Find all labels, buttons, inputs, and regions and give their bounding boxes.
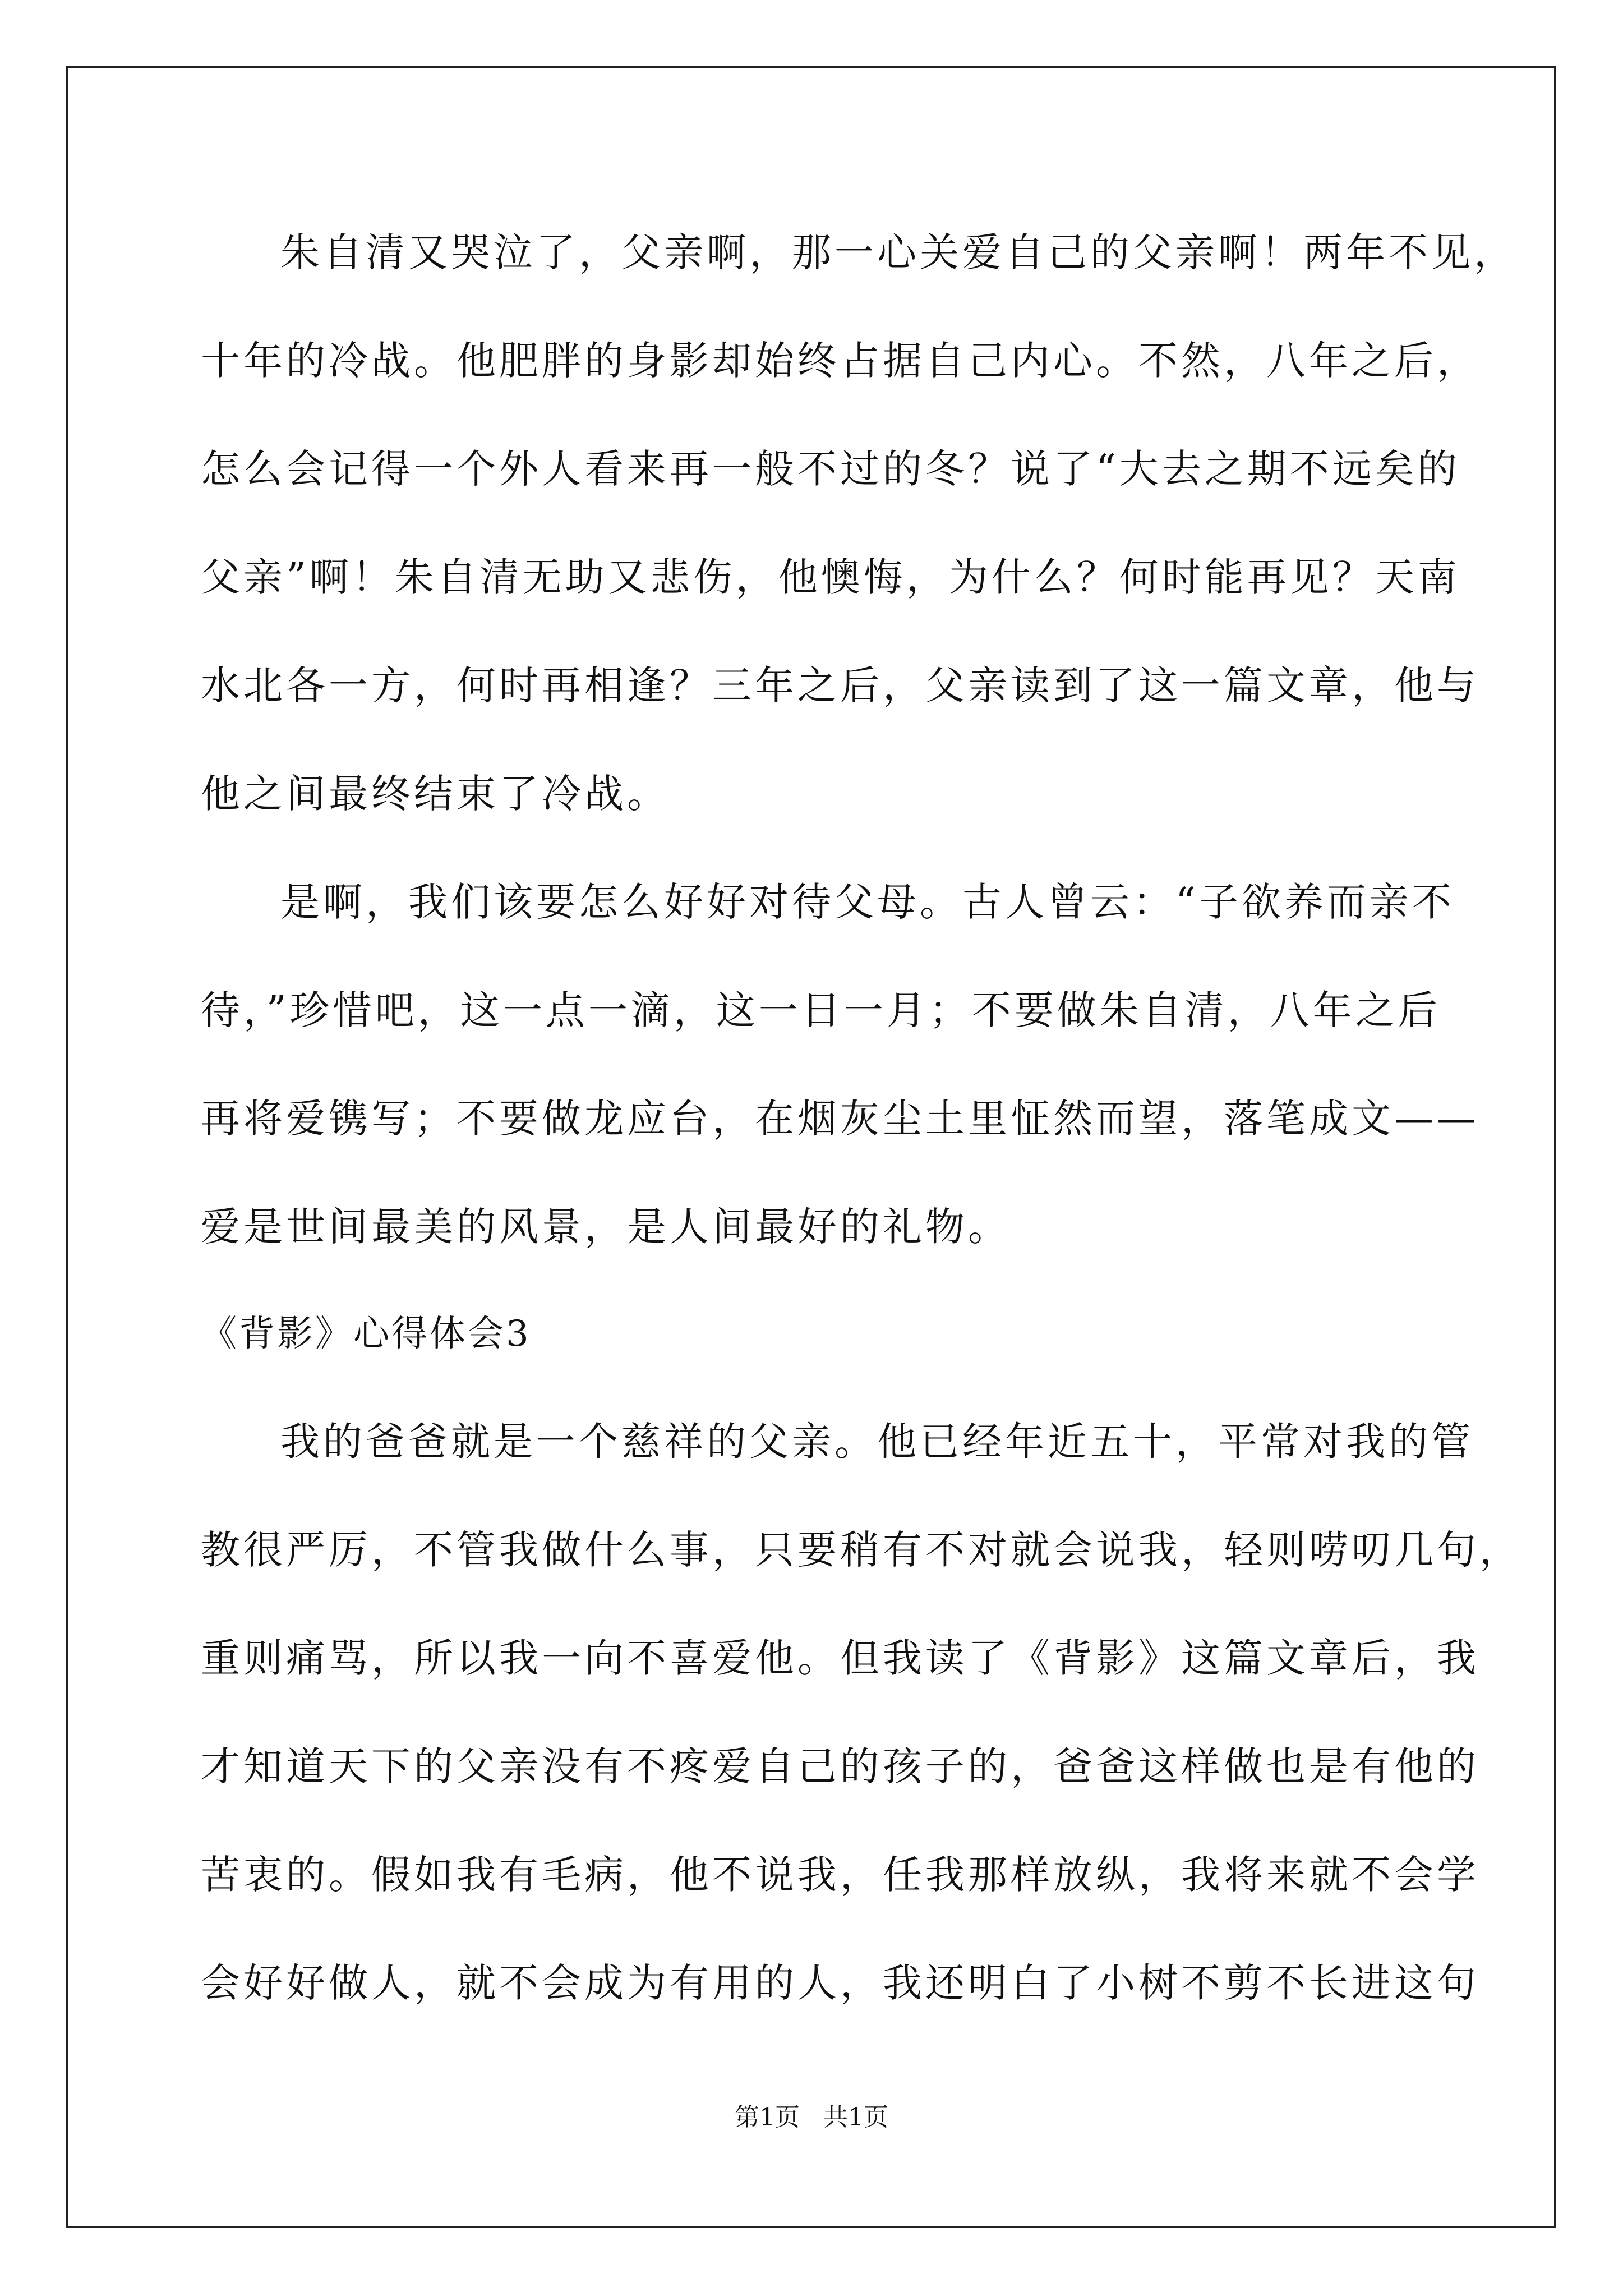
paragraph-1-line-6: 他之间最终结束了冷战。 (201, 771, 670, 817)
paragraph-1-line-3: 怎么会记得一个外人看来再一般不过的冬？说了“大去之期不远矣的 (201, 446, 1460, 492)
page-border (66, 66, 1556, 2228)
paragraph-1-line-5: 水北各一方，何时再相逢？三年之后，父亲读到了这一篇文章，他与 (201, 662, 1479, 708)
page-footer: 第1页 共1页 (735, 2103, 888, 2132)
paragraph-3-line-5: 苦衷的。假如我有毛病，他不说我，任我那样放纵，我将来就不会学 (201, 1852, 1479, 1898)
paragraph-2-line-3: 再将爱镌写；不要做龙应台，在烟灰尘土里怔然而望，落笔成文—— (201, 1096, 1479, 1142)
paragraph-1-line-1: 朱自清又哭泣了，父亲啊，那一心关爱自己的父亲啊！两年不见， (280, 229, 1516, 275)
paragraph-3-line-4: 才知道天下的父亲没有不疼爱自己的孩子的，爸爸这样做也是有他的 (201, 1743, 1479, 1789)
paragraph-3-line-3: 重则痛骂，所以我一向不喜爱他。但我读了《背影》这篇文章后，我 (201, 1635, 1479, 1681)
paragraph-2-line-4: 爱是世间最美的风景，是人间最好的礼物。 (201, 1204, 1011, 1250)
paragraph-1-line-4: 父亲”啊！朱自清无助又悲伤，他懊悔，为什么？何时能再见？天南 (201, 554, 1460, 600)
paragraph-1-line-2: 十年的冷战。他肥胖的身影却始终占据自己内心。不然，八年之后， (201, 338, 1479, 384)
paragraph-3-line-1: 我的爸爸就是一个慈祥的父亲。他已经年近五十，平常对我的管 (280, 1419, 1474, 1465)
paragraph-2-line-2: 待，”珍惜吧，这一点一滴，这一日一月；不要做朱自清，八年之后 (201, 987, 1441, 1033)
paragraph-3-line-2: 教很严厉，不管我做什么事，只要稍有不对就会说我，轻则唠叨几句， (201, 1527, 1522, 1573)
paragraph-2-line-1: 是啊，我们该要怎么好好对待父母。古人曾云：“子欲养而亲不 (280, 879, 1455, 925)
section-heading: 《背影》心得体会3 (201, 1313, 531, 1355)
paragraph-3-line-6: 会好好做人，就不会成为有用的人，我还明白了小树不剪不长进这句 (201, 1960, 1479, 2006)
